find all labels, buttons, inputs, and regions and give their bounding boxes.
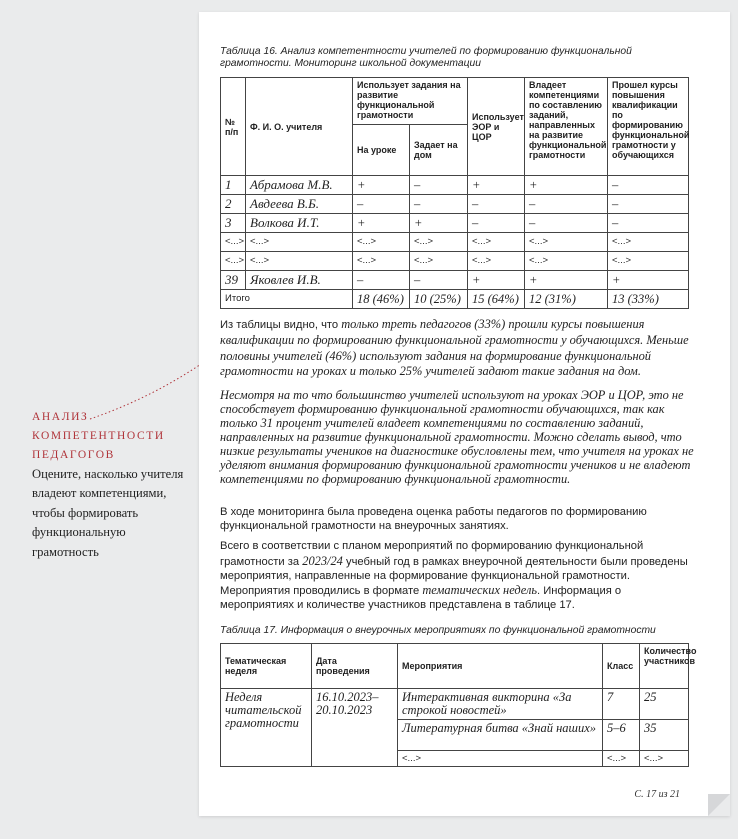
cell-event: Интерактивная викторина «За строкой новостей» [398,689,603,720]
cell-in-class: – [353,271,410,290]
table-16-header-row [221,78,689,125]
cell-courses: – [608,214,689,233]
sidebar-heading-line-2: КОМПЕТЕНТНОСТИ [32,430,165,442]
table-total-row [221,290,689,309]
table-17-caption: Таблица 17. Информация о внеурочных мероприятиях по функциональной грамотности [220,625,656,636]
cell-courses: + [608,271,689,290]
header-in-class: На уроке [353,125,410,176]
header-name: Ф. И. О. учителя [246,78,353,176]
header-homework: Задает на дом [410,125,468,176]
sidebar-note: Оцените, насколько учителя владеют компетенциями, чтобы формировать функциональную грамотность [32,467,184,559]
header-events: Мероприятия [398,644,603,689]
header-tasks-group: Использует задания на развитие функциональной грамотности [353,78,468,125]
sidebar-heading [32,408,192,465]
table-17-header-row [221,644,689,689]
table-row [221,233,689,252]
cell-eor: – [468,195,525,214]
table-16-caption [220,46,700,70]
cell-count: <...> [640,751,689,767]
paragraph-1 [220,317,698,380]
cell-competence: – [525,214,608,233]
header-competence: Владеет компетенциями по составлению заданий, направленных на развитие функциональной грамотности [525,78,608,176]
header-class: Класс [603,644,640,689]
cell-num: 1 [221,176,246,195]
cell-class: 7 [603,689,640,720]
table-row [221,271,689,290]
cell-eor: – [468,214,525,233]
cell-competence: <...> [525,233,608,252]
cell-in-class: <...> [353,233,410,252]
total-competence: 12 (31%) [525,290,608,309]
cell-class: 5–6 [603,720,640,751]
cell-homework: – [410,195,468,214]
total-homework: 10 (25%) [410,290,468,309]
sidebar-heading-line-1: АНАЛИЗ [32,411,89,423]
cell-name: <...> [246,252,353,271]
header-dates: Дата проведения [312,644,398,689]
header-eor: Использует ЭОР и ЦОР [468,78,525,176]
academic-year: 2023/24 [302,553,343,568]
page-corner-fold [708,794,730,816]
cell-name: Авдеева В.Б. [246,195,353,214]
cell-homework: – [410,176,468,195]
paragraph-4-end: . Информация о мероприятиях и количестве участников представлена в таблице 17. [220,585,622,612]
total-label: Итого [221,290,353,309]
paragraph-3: В ходе мониторинга была проведена оценка работы педагогов по формированию функциональной грамотности на внеурочных занятиях. [220,506,647,532]
paragraph-4-lead: Всего в соответствии с планом мероприятий по формированию функциональной грамотности за [220,540,644,568]
table-row [221,176,689,195]
paragraph-4-middle: учебный год в рамках внеурочной деятельности были проведены мероприятия, направленные на формирование функциональной грамотности. Мероприятия проводились в формате [220,555,688,598]
cell-eor: <...> [468,252,525,271]
header-week: Тематическая неделя [221,644,312,689]
paragraph-1-lead: Из таблицы видно, что [220,319,342,331]
header-count: Количество участников [640,644,689,689]
cell-eor: <...> [468,233,525,252]
total-in-class: 18 (46%) [353,290,410,309]
table-16-caption-line-2: грамотности. Мониторинг школьной документации [220,58,481,69]
cell-count: 25 [640,689,689,720]
table-16-caption-line-1: Таблица 16. Анализ компетентности учителей по формированию функциональной [220,46,632,57]
cell-num: 39 [221,271,246,290]
cell-num: <...> [221,252,246,271]
paragraph-4 [220,540,698,613]
cell-homework: <...> [410,252,468,271]
table-row [221,689,689,720]
cell-name: Яковлев И.В. [246,271,353,290]
cell-event: <...> [398,751,603,767]
cell-name: Волкова И.Т. [246,214,353,233]
cell-in-class: + [353,214,410,233]
total-eor: 15 (64%) [468,290,525,309]
table-row [221,195,689,214]
table-row [221,252,689,271]
page-number: С. 17 из 21 [634,789,680,800]
cell-courses: – [608,176,689,195]
cell-homework: + [410,214,468,233]
header-courses: Прошел курсы повышения квалификации по формированию функциональной грамотности у обучающихся [608,78,689,176]
cell-in-class: <...> [353,252,410,271]
cell-courses: <...> [608,233,689,252]
table-row [221,214,689,233]
cell-eor: + [468,176,525,195]
cell-homework: – [410,271,468,290]
cell-in-class: – [353,195,410,214]
table-16 [220,77,689,309]
cell-competence: – [525,195,608,214]
cell-num: 3 [221,214,246,233]
event-format: тематических недель [422,583,538,598]
cell-in-class: + [353,176,410,195]
cell-name: Абрамова М.В. [246,176,353,195]
sidebar-heading-line-3: ПЕДАГОГОВ [32,449,115,461]
cell-class: <...> [603,751,640,767]
cell-courses: <...> [608,252,689,271]
cell-week: Неделя читательской грамотности [221,689,312,767]
paragraph-2: Несмотря на то что большинство учителей используют на уроках ЭОР и ЦОР, это не способствует формированию функциональной грамотности обучающихся, так как только 31 процент учителей владеет компетенциями по составлению заданий, направленных на развитие функциональной грамотности. Можно сделать вывод, что низкие результаты учеников на диагностике обусловлены тем, что учителя на уроках не уделяют внимания формированию функциональной грамотности учеников и не владеют компетенциями по формированию функциональной грамотности. [220,388,694,486]
cell-competence: <...> [525,252,608,271]
cell-homework: <...> [410,233,468,252]
cell-event: Литературная битва «Знай наших» [398,720,603,751]
total-courses: 13 (33%) [608,290,689,309]
cell-num: 2 [221,195,246,214]
cell-competence: + [525,176,608,195]
paragraph-1-emphasis: только треть педагогов (33%) прошли курсы повышения квалификации по формированию функциональной грамотности у обучающихся. Меньше половины учителей (46%) используют задания на формирование функциональной грамотности на уроках и только 25% учителей задают такие задания на дом. [220,317,689,379]
cell-num: <...> [221,233,246,252]
cell-dates: 16.10.2023–20.10.2023 [312,689,398,767]
document-page [199,12,730,816]
cell-eor: + [468,271,525,290]
cell-name: <...> [246,233,353,252]
header-num: № п/п [221,78,246,176]
table-17 [220,643,697,767]
cell-competence: + [525,271,608,290]
cell-courses: – [608,195,689,214]
cell-count: 35 [640,720,689,751]
